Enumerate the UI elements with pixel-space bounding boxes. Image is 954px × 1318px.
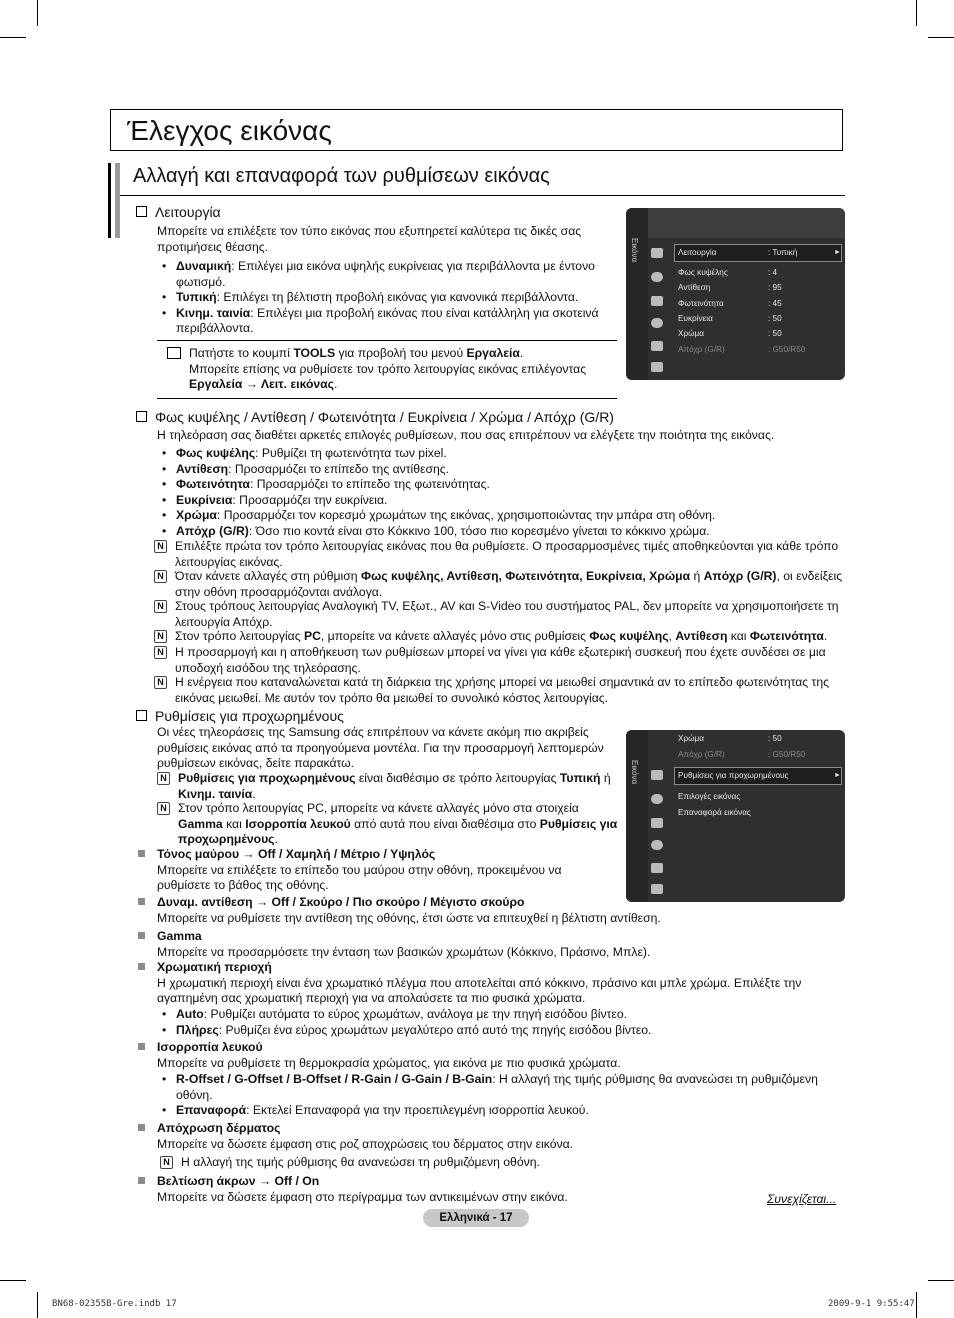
application-icon: [651, 362, 663, 372]
item-title: Βελτίωση άκρων → Off / On: [157, 1174, 320, 1188]
item-text: : Ρυθμίζει ένα εύρος χρωμάτων μεγαλύτερο από αυτό της πηγής εισόδου βίντεο.: [218, 1022, 652, 1037]
note-icon: N: [157, 802, 170, 815]
item-term: Τυπική: [176, 290, 217, 304]
item-term: Επαναφορά: [176, 1103, 247, 1117]
print-footer-right: 2009-9-1 9:55:47: [828, 1299, 915, 1309]
note-text: και: [222, 816, 246, 831]
item-text: : Επιλέγει μια προβολή εικόνας που είναι κατάλληλη για σκοτεινά περιβάλλοντα.: [176, 305, 599, 335]
item-text: : Ρυθμίζει τη φωτεινότητα των pixel.: [255, 446, 447, 460]
sound-icon: [651, 794, 663, 804]
backlight-heading-text: Φως κυψέλης / Αντίθεση / Φωτεινότητα / Ευκρίνεια / Χρώμα / Απόχρ (G/R): [155, 409, 614, 425]
item-term: Ευκρίνεια: [176, 492, 233, 507]
item-text: Μπορείτε να προσαρμόσετε την ένταση των βασικών χρωμάτων (Κόκκινο, Πράσινο, Μπλε).: [157, 944, 651, 959]
list-item: [157, 508, 847, 524]
continued-link: Συνεχίζεται...: [767, 1192, 837, 1206]
page-number: Ελληνικά - 17: [423, 1209, 529, 1227]
note-icon: N: [157, 772, 170, 785]
backlight-heading: [136, 409, 614, 425]
note-text: Φως κυψέλης, Αντίθεση, Φωτεινότητα, Ευκρίνεια, Χρώμα: [360, 569, 691, 583]
item-text: Η χρωματική περιοχή είναι ένα χρωματικό πλέγμα που αποτελείται από κόκκινο, πράσινο και μπλε χρώμα. Επιλέξτε την αγαπημένη σας χρωματική περιοχή για να απολαύσετε τα πιο φυσικά χρώματα.: [157, 975, 802, 1005]
osd-row-label: Απόχρ (G/R): [678, 750, 725, 759]
item-title: Gamma: [157, 929, 202, 943]
sound-icon: [651, 272, 663, 282]
note: [154, 539, 846, 570]
osd-row-value: : Τυπική: [768, 248, 798, 257]
osd-menu-picture: [626, 208, 845, 380]
note-text: ή: [690, 569, 704, 583]
item-term: Κινημ. ταινία: [176, 305, 251, 320]
backlight-intro: Η τηλεόραση σας διαθέτει αρκετές επιλογές ρυθμίσεων, που σας επιτρέπουν να ελέγξετε την ποιότητα της εικόνας.: [157, 428, 775, 442]
osd-row-value: : G50/R50: [768, 345, 806, 354]
note-text: Η αλλαγή της τιμής ρύθμισης θα ανανεώσει τη ρυθμιζόμενη οθόνη.: [181, 1155, 540, 1169]
list-item: [157, 462, 847, 478]
note-text: .: [823, 629, 828, 643]
crop-mark: [916, 1292, 917, 1318]
picture-icon: [651, 248, 663, 258]
note: [157, 771, 618, 802]
osd-row-label: Φως κυψέλης: [678, 268, 728, 277]
osd-row-value: : 50: [768, 329, 782, 338]
tools-note-text: Πατήστε το κουμπί TOOLS για προβολή του μενού Εργαλεία. Μπορείτε επίσης να ρυθμίσετε τον τρόπο λειτουργίας εικόνας επιλέγοντας Εργαλεία → Λειτ. εικόνας.: [189, 346, 587, 391]
note-text: από αυτά που είναι διαθέσιμα στο: [350, 816, 540, 831]
item-term: Αντίθεση: [176, 461, 229, 476]
list-item: [157, 493, 847, 509]
note-text: Ρυθμίσεις για προχωρημένους: [178, 771, 356, 785]
advanced-intro: Οι νέες τηλεοράσεις της Samsung σάς επιτρέπουν να κάνετε ακόμη πιο ακριβείς ρυθμίσεις εικόνας από τα προηγούμενα μοντέλα. Για την προσαρμογή λεπτομερών ρυθμίσεων εικόνας, δείτε παρακάτω.: [157, 725, 604, 770]
osd-side-label: Εικόνα: [630, 238, 639, 263]
item-text: : Προσαρμόζει το επίπεδο της αντίθεσης.: [228, 461, 450, 476]
item-term: R-Offset / G-Offset / B-Offset / R-Gain / G-Gain / B-Gain: [176, 1072, 493, 1086]
color-space-item: [137, 960, 837, 1007]
crop-mark: [928, 37, 954, 38]
item-text: : Προσαρμόζει το επίπεδο της φωτεινότητας.: [249, 477, 490, 491]
note-text: .: [274, 832, 278, 846]
item-title: Δυναμ. αντίθεση → Off / Σκούρο / Πιο σκούρο / Μέγιστο σκούρο: [157, 895, 525, 909]
skin-tone-item: [137, 1121, 857, 1152]
osd-row-label: Επαναφορά εικόνας: [678, 808, 751, 817]
channel-icon: [651, 818, 663, 828]
item-title: Ισορροπία λευκού: [157, 1040, 263, 1054]
item-title: Χρωματική περιοχή: [157, 960, 272, 974]
list-item: [157, 446, 847, 462]
list-item: [157, 1072, 832, 1103]
item-text: : Προσαρμόζει τον κορεσμό χρωμάτων της εικόνας, χρησιμοποιώντας την μπάρα στη οθόνη.: [216, 508, 716, 522]
item-text: : Επιλέγει μια εικόνα υψηλής ευκρίνειας για περιβάλλοντα με έντονο φωτισμό.: [176, 259, 595, 289]
list-item: [157, 259, 602, 290]
crop-mark: [0, 1280, 26, 1281]
note-text: , μπορείτε να κάνετε αλλαγές μόνο στις ρυθμίσεις: [320, 629, 590, 643]
mode-intro: Μπορείτε να επιλέξετε τον τύπο εικόνας που εξυπηρετεί καλύτερα τις δικές σας προτιμήσεις θέασης.: [157, 224, 582, 254]
item-text: Μπορείτε να δώσετε έμφαση στις ροζ αποχρώσεις του δέρματος στην εικόνα.: [157, 1136, 574, 1151]
item-text: : Ρυθμίζει αυτόματα το εύρος χρωμάτων, ανάλογα με την πηγή εισόδου βίντεο.: [203, 1007, 628, 1021]
note-icon: N: [154, 676, 167, 689]
note: [154, 599, 846, 630]
arrow-right-icon: ►: [834, 249, 841, 256]
crop-mark: [0, 37, 26, 38]
osd-row-value: : 45: [768, 299, 782, 308]
note-text: .: [252, 786, 256, 801]
note-text: Ρυθμίσεις για προχωρημένους: [178, 816, 618, 846]
print-footer-left: BN68-02355B-Gre.indb 17: [52, 1299, 177, 1309]
section-bar: [115, 163, 120, 238]
item-term: Φως κυψέλης: [176, 446, 256, 460]
note-text: Αντίθεση: [675, 629, 728, 643]
note-text: Απόχρ (G/R): [703, 569, 777, 583]
note-text: ,: [668, 629, 676, 643]
list-item: [157, 477, 847, 493]
text: TOOLS: [293, 346, 336, 360]
note: [154, 629, 846, 645]
note-text: Φως κυψέλης: [589, 629, 669, 643]
note-text: και: [727, 629, 750, 643]
osd-row-value: : 50: [768, 314, 782, 323]
item-term: Χρώμα: [176, 508, 217, 522]
item-text: Μπορείτε να επιλέξετε το επίπεδο του μαύρου στην οθόνη, προκειμένου να ρυθμίσετε το βάθος της οθόνης.: [157, 862, 562, 892]
text: Μπορείτε επίσης να ρυθμίσετε τον τρόπο λειτουργίας εικόνας επιλέγοντας: [189, 361, 587, 376]
osd-row-label: Επιλογές εικόνας: [678, 792, 741, 801]
text: για προβολή του μενού: [335, 346, 467, 360]
list-item: [157, 1023, 847, 1039]
advanced-heading-text: Ρυθμίσεις για προχωρημένους: [155, 708, 344, 724]
setup-gear-icon: [651, 318, 663, 328]
text: Εργαλεία → Λειτ. εικόνας: [189, 377, 335, 391]
color-space-list: [157, 1007, 847, 1038]
item-term: Δυναμική: [176, 259, 232, 273]
section-title: Αλλαγή και επαναφορά των ρυθμίσεων εικόνας: [133, 165, 550, 187]
edge-enhancement-item: [137, 1174, 757, 1205]
note-icon: N: [154, 600, 167, 613]
osd-row-label: Απόχρ (G/R): [678, 345, 725, 354]
black-tone-item: [137, 847, 617, 894]
channel-icon: [651, 296, 663, 306]
arrow-right-icon: ►: [834, 772, 841, 779]
note-text: PC: [303, 629, 321, 643]
note-icon: N: [154, 570, 167, 583]
white-balance-list: [157, 1072, 832, 1119]
section-divider: [120, 195, 845, 196]
osd-row-label: Φωτεινότητα: [678, 299, 724, 308]
checkbox-icon: [136, 206, 147, 217]
note-text: Στον τρόπο λειτουργίας: [175, 629, 304, 643]
note: [154, 675, 846, 706]
note-text: Η προσαρμογή και η αποθήκευση των ρυθμίσεων μπορεί να γίνει για κάθε εξωτερική συσκευή που έχετε συνδέσει σε μια υποδοχή εισόδου της τηλεόρασης.: [175, 645, 826, 675]
application-icon: [651, 884, 663, 894]
osd-sidebar: [626, 730, 648, 902]
page-title: Έλεγχος εικόνας: [127, 115, 332, 146]
osd-row-label: Χρώμα: [678, 329, 704, 338]
white-balance-item: [137, 1040, 857, 1071]
input-icon: [651, 341, 663, 351]
note-icon: N: [154, 630, 167, 643]
note: [157, 801, 618, 848]
note-text: , οι ενδείξεις στην οθόνη προσαρμόζονται ανάλογα.: [175, 569, 843, 599]
text: Εργαλεία: [466, 346, 520, 360]
item-text: : Εκτελεί Επαναφορά για την προεπιλεγμένη ισορροπία λευκού.: [246, 1103, 589, 1117]
crop-mark: [916, 0, 917, 26]
note: [154, 645, 846, 676]
osd-row-label: Χρώμα: [678, 734, 704, 743]
picture-icon: [651, 770, 663, 780]
advanced-heading: [136, 708, 344, 724]
item-text: : Προσαρμόζει την ευκρίνεια.: [232, 492, 388, 507]
note: [154, 569, 846, 600]
list-item: [157, 306, 602, 337]
item-text: : Η αλλαγή της τιμής ρύθμισης θα ανανεώσει τη ρυθμιζόμενη οθόνη.: [176, 1072, 818, 1102]
osd-menu-advanced: [626, 730, 845, 902]
crop-mark: [37, 1292, 38, 1318]
input-icon: [651, 863, 663, 873]
list-item: [157, 1103, 832, 1119]
list-item: [157, 290, 602, 306]
text: Πατήστε το κουμπί: [189, 346, 294, 360]
osd-side-label: Εικόνα: [630, 760, 639, 785]
osd-row-label: Ρυθμίσεις για προχωρημένους: [678, 771, 789, 780]
osd-row-value: : 50: [768, 734, 782, 743]
list-item: [157, 1007, 847, 1023]
checkbox-icon: [136, 411, 147, 422]
setup-gear-icon: [651, 840, 663, 850]
mode-heading: [136, 204, 221, 220]
tools-icon: [167, 347, 181, 359]
osd-row-value: : G50/R50: [768, 750, 806, 759]
backlight-list: [157, 446, 847, 539]
note-text: Στους τρόπους λειτουργίας Αναλογική TV, Εξωτ., AV και S-Video του συστήματος PAL, δεν μπορείτε να χρησιμοποιήσετε τη λειτουργία Απόχρ.: [175, 599, 839, 629]
item-text: : Όσο πιο κοντά είναι στο Κόκκινο 100, τόσο πιο κορεσμένο γίνεται το κόκκινο χρώμα.: [248, 523, 710, 538]
note-text: Τυπική: [559, 771, 601, 785]
list-item: [157, 524, 847, 540]
item-term: Auto: [176, 1007, 204, 1021]
osd-row-label: Αντίθεση: [678, 283, 711, 292]
item-term: Πλήρες: [176, 1022, 219, 1037]
osd-row-value: : 95: [768, 283, 782, 292]
tools-note: [157, 340, 617, 399]
checkbox-icon: [136, 710, 147, 721]
section-bar: [108, 163, 111, 238]
item-term: Απόχρ (G/R): [176, 523, 249, 538]
item-text: : Επιλέγει τη βέλτιστη προβολή εικόνας για κανονικά περιβάλλοντα.: [216, 290, 579, 304]
mode-heading-text: Λειτουργία: [155, 204, 221, 220]
osd-sidebar: [626, 208, 648, 380]
crop-mark: [928, 1280, 954, 1281]
note-text: Gamma: [178, 816, 223, 831]
osd-row-label: Λειτουργία: [678, 248, 717, 257]
item-title: Τόνος μαύρου → Off / Χαμηλή / Μέτριο / Υψηλός: [157, 847, 436, 861]
note-text: Επιλέξτε πρώτα τον τρόπο λειτουργίας εικόνας που θα ρυθμίσετε. Ο προσαρμοσμένες τιμές αποθηκεύονται για κάθε τρόπο λειτουργίας εικόνας.: [175, 539, 839, 569]
item-text: Μπορείτε να ρυθμίσετε τη θερμοκρασία χρώματος, για εικόνα με πιο φυσικά χρώματα.: [157, 1055, 621, 1070]
item-term: Φωτεινότητα: [176, 477, 250, 491]
gamma-item: [137, 929, 857, 960]
note-text: είναι διαθέσιμο σε τρόπο λειτουργίας: [355, 771, 560, 785]
note-text: Η ενέργεια που καταναλώνεται κατά τη διάρκεια της χρήσης μπορεί να μειωθεί σημαντικά αν το επίπεδο φωτεινότητας της εικόνας μειωθεί. Με αυτόν τον τρόπο θα μειωθεί το συνολικό κόστος λειτουργίας.: [175, 675, 830, 705]
mode-list: [157, 259, 602, 337]
item-text: Μπορείτε να ρυθμίσετε την αντίθεση της οθόνης, έτσι ώστε να επιτευχθεί η βέλτιστη αντίθεση.: [157, 910, 661, 925]
note-text: ή: [600, 771, 611, 785]
crop-mark: [37, 0, 38, 26]
note-icon: N: [154, 646, 167, 659]
note-text: Στον τρόπο λειτουργίας PC, μπορείτε να κάνετε αλλαγές μόνο στα στοιχεία: [178, 801, 579, 815]
note-text: Όταν κάνετε αλλαγές στη ρύθμιση: [175, 569, 361, 583]
page-title-box: [110, 109, 843, 151]
item-text: Μπορείτε να δώσετε έμφαση στο περίγραμμα των αντικειμένων στην εικόνα.: [157, 1189, 568, 1204]
osd-header: [626, 208, 845, 238]
note-text: Κινημ. ταινία: [178, 786, 253, 801]
note-text: Ισορροπία λευκού: [245, 816, 351, 831]
note-text: Φωτεινότητα: [749, 629, 824, 643]
note-icon: N: [154, 540, 167, 553]
note: [160, 1155, 781, 1171]
note-icon: N: [160, 1156, 173, 1169]
osd-row-label: Ευκρίνεια: [678, 314, 713, 323]
item-title: Απόχρωση δέρματος: [157, 1121, 281, 1135]
osd-row-value: : 4: [768, 268, 778, 277]
